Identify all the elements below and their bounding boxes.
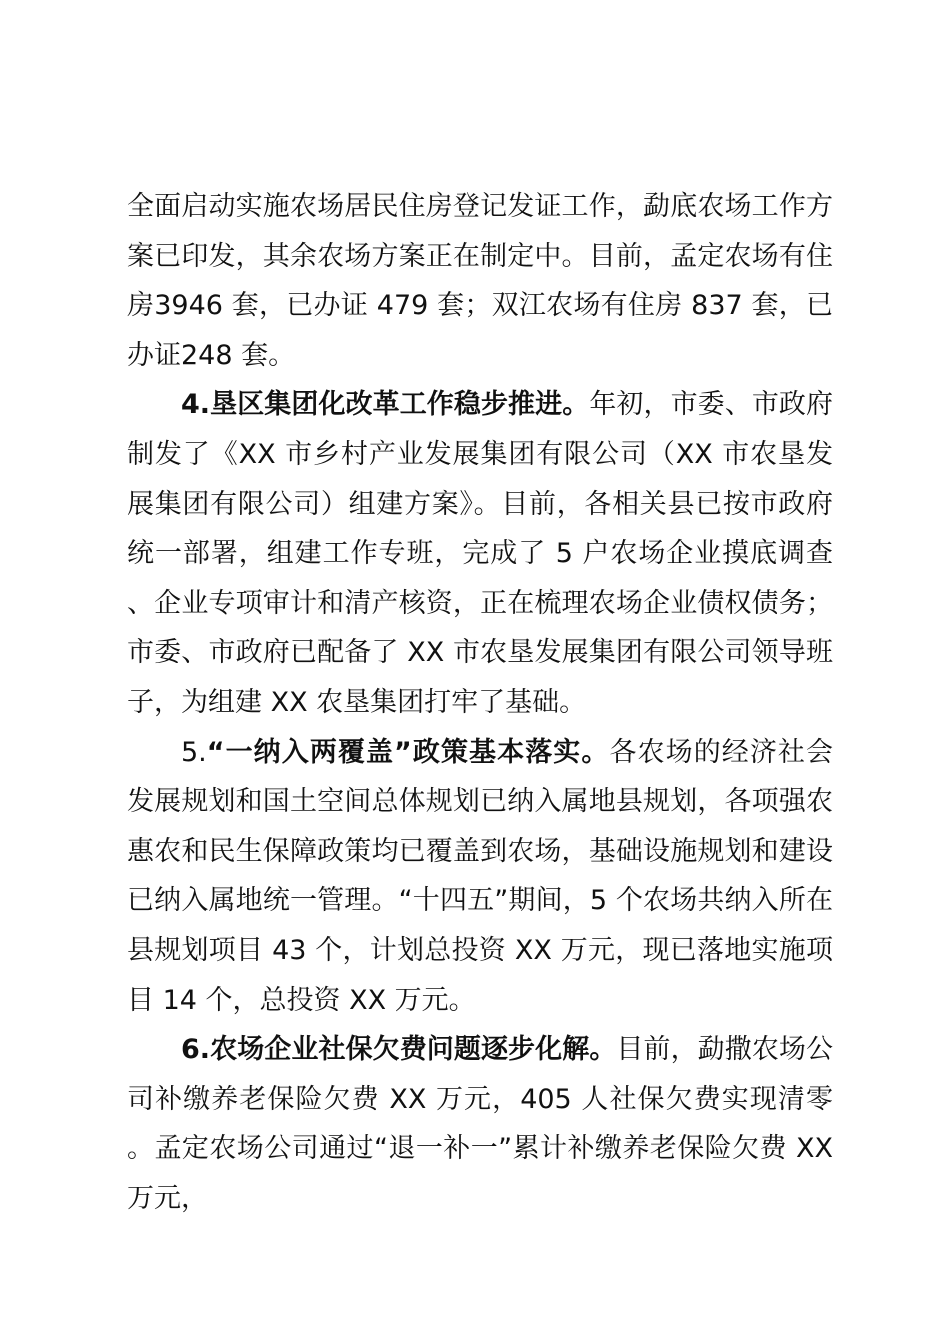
section-heading: “一纳入两覆盖”政策基本落实。: [206, 736, 610, 768]
paragraph-text: 各农场的经济社会发展规划和国土空间总体规划已纳入属地县规划，各项强农惠农和民生保障政策均已覆盖到农场，基础设施规划和建设已纳入属地统一管理。“十四五”期间，5 个农场共纳入所在县规划项目 43 个，计划总投资 XX 万元，现已落地实施项目 14 个，总投资 XX 万元。: [127, 736, 834, 1016]
paragraph-text: 年初，市委、市政府制发了《XX 市乡村产业发展集团有限公司（XX 市农垦发展集团有限公司）组建方案》。目前，各相关县已按市政府统一部署，组建工作专班，完成了 5 户农场企业摸底调查、企业专项审计和清产核资，正在梳理农场企业债权债务；市委、市政府已配备了 XX 市农垦发展集团有限公司领导班子，为组建 XX 农垦集团打牢了基础。: [127, 389, 834, 718]
paragraph-policy-coverage: [127, 728, 833, 1026]
paragraph-text: 全面启动实施农场居民住房登记发证工作，勐底农场工作方案已印发，其余农场方案正在制定中。目前，孟定农场有住房3946 套，已办证 479 套；双江农场有住房 837 套，已办证248 套。: [127, 191, 833, 371]
document-body: [127, 182, 833, 1223]
paragraph-text: 目前，勐撒农场公司补缴养老保险欠费 XX 万元，405 人社保欠费实现清零。孟定农场公司通过“退一补一”累计补缴养老保险欠费 XX 万元，: [127, 1034, 834, 1214]
paragraph-housing-registration: [127, 182, 833, 380]
paragraph-reclamation-group-reform: [127, 380, 833, 727]
section-number: 5.: [181, 736, 207, 768]
section-heading: 4.垦区集团化改革工作稳步推进。: [181, 389, 590, 421]
section-heading: 6.农场企业社保欠费问题逐步化解。: [181, 1034, 617, 1066]
paragraph-social-security-arrears: [127, 1025, 833, 1223]
